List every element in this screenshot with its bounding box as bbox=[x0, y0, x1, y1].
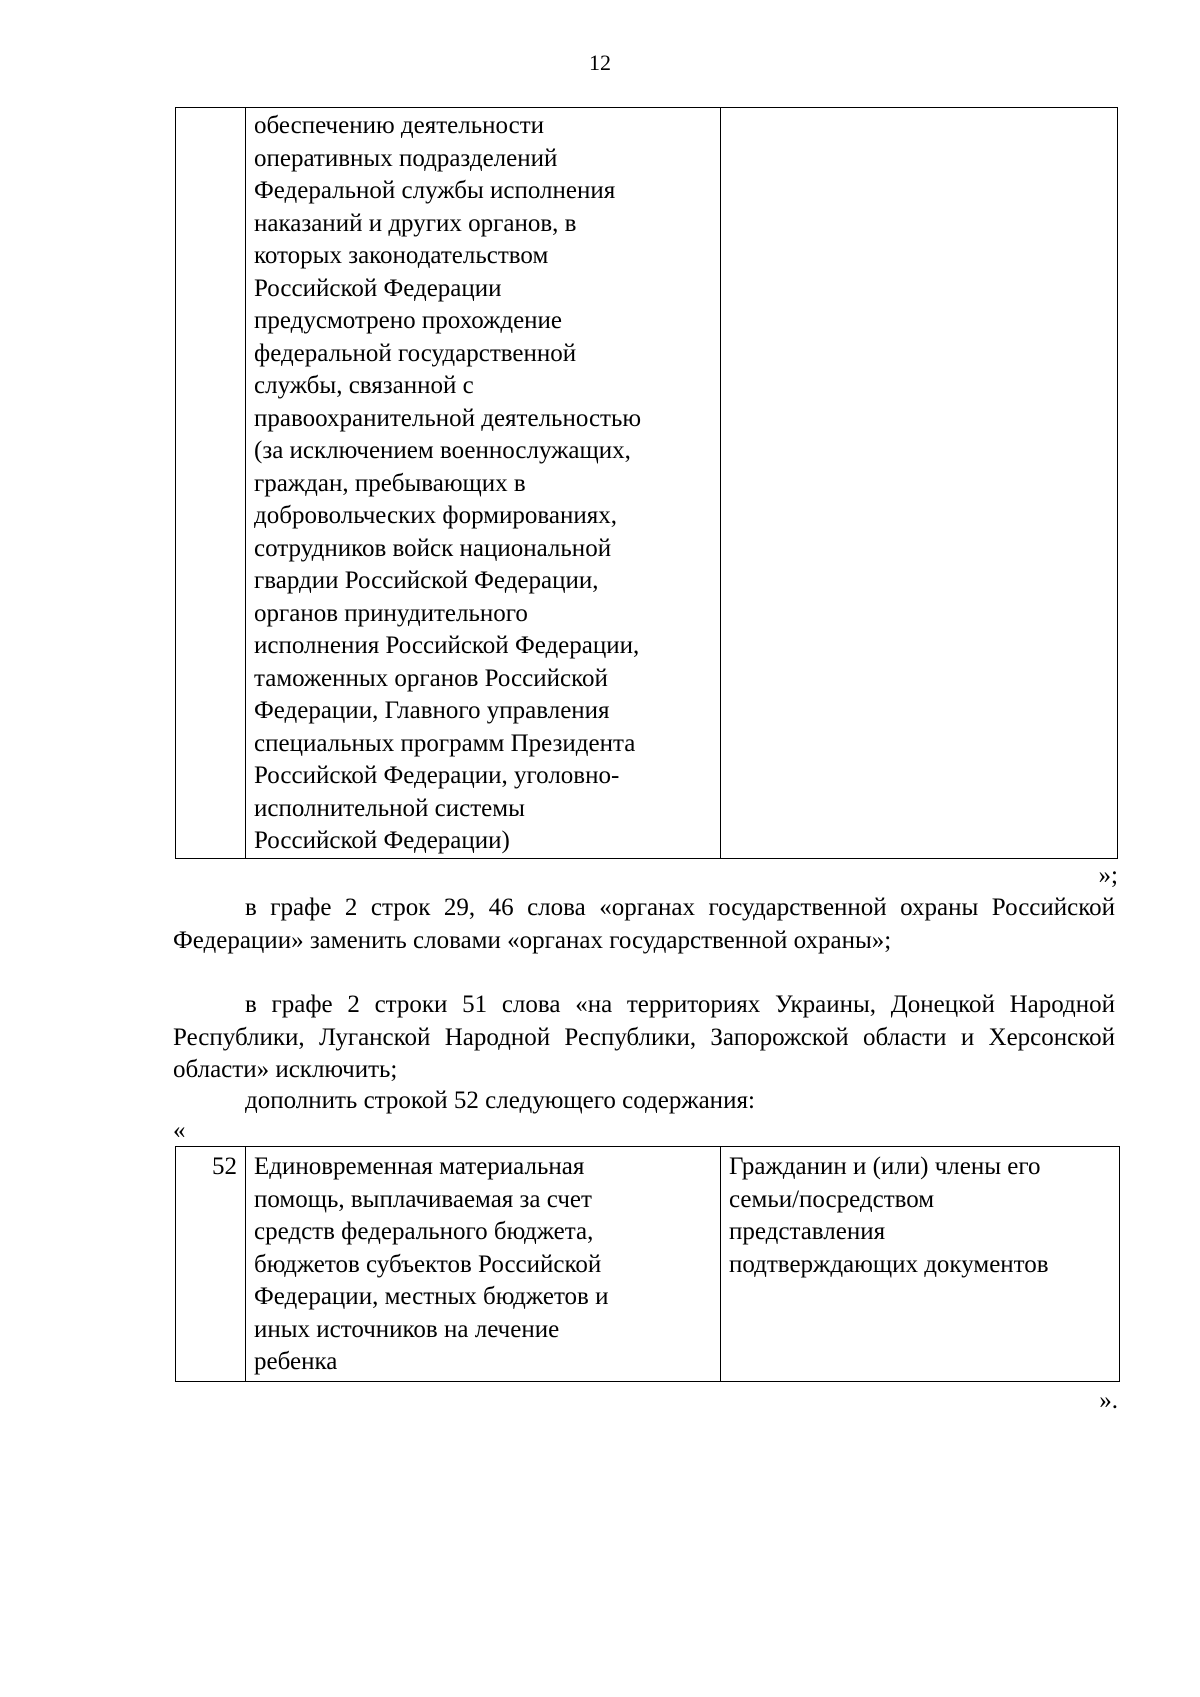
row-text-cell: Единовременная материальная помощь, выплачиваемая за счет средств федерального бюджета, бюджетов субъектов Российской Федерации, местных бюджетов и иных источников на лечение ребенка bbox=[246, 1147, 721, 1382]
paragraph-amendment-29-46: в графе 2 строк 29, 46 слова «органах государственной охраны Российской Федерации» заменить словами «органах государственной охраны»; bbox=[173, 894, 1115, 954]
row-number-cell bbox=[176, 108, 246, 859]
table-new-row bbox=[175, 1146, 1120, 1382]
table-row bbox=[176, 1147, 1120, 1382]
table-row bbox=[176, 108, 1118, 859]
row-number-cell: 52 bbox=[176, 1147, 246, 1382]
closing-quote-1: »; bbox=[1098, 862, 1118, 889]
row-third-cell bbox=[721, 108, 1118, 859]
table-continuation bbox=[175, 107, 1118, 859]
paragraph-amendment-51: в графе 2 строки 51 слова «на территориях Украины, Донецкой Народной Республики, Луганской Народной Республики, Запорожской области и Херсонской области» исключить; bbox=[173, 991, 1115, 1083]
closing-quote-2: ». bbox=[1099, 1387, 1118, 1414]
row-text-cell: обеспечению деятельности оперативных подразделений Федеральной службы исполнения наказаний и других органов, в которых законодательством Российской Федерации предусмотрено прохождение федеральной государственной службы, связанной с правоохранительной деятельностью (за исключением военнослужащих, граждан, пребывающих в добровольческих формированиях, сотрудников войск национальной гвардии Российской Федерации, органов принудительного исполнения Российской Федерации, таможенных органов Российской Федерации, Главного управления специальных программ Президента Российской Федерации, уголовно- исполнительной системы Российской Федерации) bbox=[246, 108, 721, 859]
page-number: 12 bbox=[589, 50, 611, 75]
opening-quote: « bbox=[173, 1117, 186, 1144]
paragraph-add-row-52: дополнить строкой 52 следующего содержания: bbox=[245, 1087, 755, 1114]
row-third-cell: Гражданин и (или) члены его семьи/посредством представления подтверждающих документов bbox=[721, 1147, 1120, 1382]
